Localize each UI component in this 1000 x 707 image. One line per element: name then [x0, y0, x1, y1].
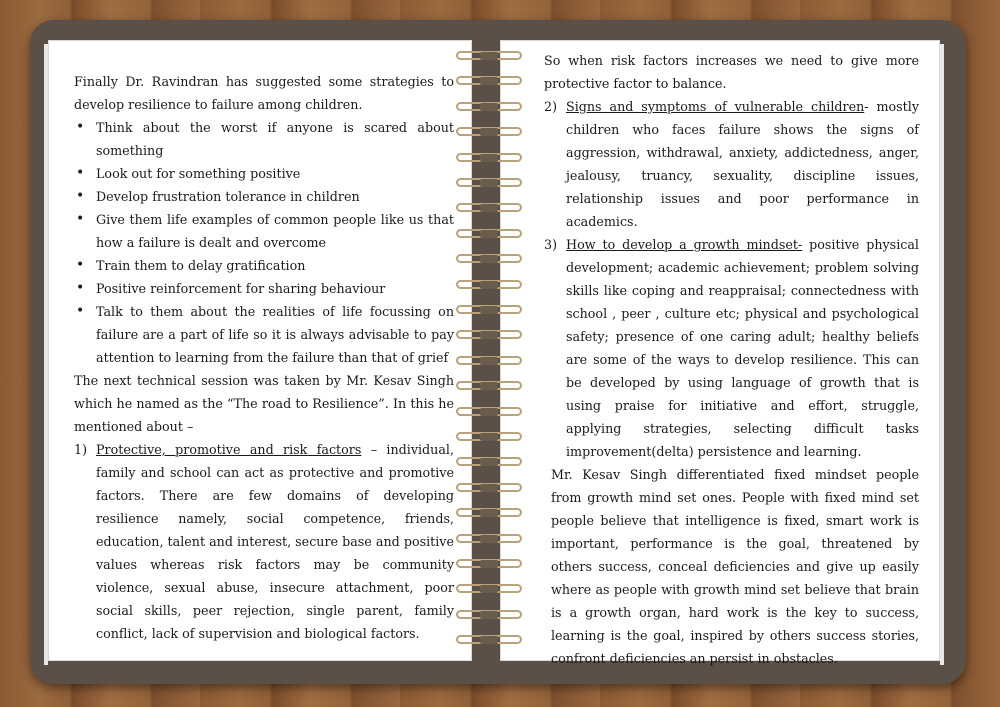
spiral-ring: [452, 505, 526, 521]
numbered-list-continued: [544, 95, 919, 463]
left-page: [48, 40, 472, 661]
list-item: • Talk to them about the realities of life focussing on failure are a part of life so it is always advisable to pay attention to learning from the failure than that of grief: [74, 300, 454, 369]
item-number: 2): [544, 99, 558, 114]
spiral-ring: [452, 353, 526, 369]
spiral-ring: [452, 404, 526, 420]
spiral-ring: [452, 226, 526, 242]
spiral-ring: [452, 124, 526, 140]
item-heading: Protective, promotive and risk factors: [96, 442, 362, 457]
list-item: • Develop frustration tolerance in children: [74, 185, 454, 208]
item-text: positive physical development; academic achievement; problem solving skills like coping and reappraisal; connectedness with school , peer , culture etc; physical and psychological safety; presence of one caring adult; healthy beliefs are some of the ways to develop resilience. This can be developed by using language of growth that is using praise for initiative and effort, struggle, applying strategies, selecting difficult tasks improvement(delta) persistence and learning.: [566, 237, 919, 459]
list-item-protective-factors: [74, 438, 454, 645]
item-heading: How to develop a growth mindset-: [566, 237, 803, 252]
spiral-ring: [452, 277, 526, 293]
spiral-ring: [452, 48, 526, 64]
list-item-growth-mindset: [544, 233, 919, 463]
item-text: – individual, family and school can act as protective and promotive factors. There are few domains of developing resilience namely, social competence, friends, education, talent and interest, secure base and positive values whereas risk factors may be community violence, sexual abuse, insecure attachment, poor social skills, peer rejection, single parent, family conflict, lack of supervision and biological factors.: [96, 442, 454, 641]
spiral-ring: [452, 200, 526, 216]
spiral-ring: [452, 480, 526, 496]
spiral-ring: [452, 378, 526, 394]
spiral-ring: [452, 302, 526, 318]
list-item-vulnerable-signs: [544, 95, 919, 233]
numbered-list: [74, 438, 454, 645]
spiral-ring: [452, 99, 526, 115]
spiral-ring: [452, 251, 526, 267]
spiral-ring: [452, 150, 526, 166]
list-item: • Train them to delay gratification: [74, 254, 454, 277]
session-paragraph: The next technical session was taken by Mr. Kesav Singh which he named as the “The road to Resilience”. In this he mentioned about –: [74, 373, 454, 434]
list-item: • Give them life examples of common people like us that how a failure is dealt and overcome: [74, 208, 454, 254]
spiral-ring: [452, 556, 526, 572]
spiral-ring: [452, 632, 526, 648]
right-page-text: [544, 49, 919, 670]
spiral-ring: [452, 454, 526, 470]
spiral-ring: [452, 429, 526, 445]
list-item: • Positive reinforcement for sharing behaviour: [74, 277, 454, 300]
list-item: • Think about the worst if anyone is scared about something: [74, 116, 454, 162]
spiral-binding: [452, 48, 526, 648]
item-number: 3): [544, 237, 558, 252]
top-paragraph: So when risk factors increases we need to give more protective factor to balance.: [544, 53, 919, 91]
strategies-list: [74, 116, 454, 369]
left-page-text: [74, 70, 454, 645]
spiral-ring: [452, 607, 526, 623]
item-heading: Signs and symptoms of vulnerable children: [566, 99, 865, 114]
spiral-ring: [452, 581, 526, 597]
intro-paragraph: Finally Dr. Ravindran has suggested some strategies to develop resilience to failure among children.: [74, 74, 454, 112]
spiral-ring: [452, 531, 526, 547]
spiral-ring: [452, 175, 526, 191]
item-number: 1): [74, 442, 88, 457]
list-item: • Look out for something positive: [74, 162, 454, 185]
item-text: - mostly children who faces failure shows the signs of aggression, withdrawal, anxiety, addictedness, anger, jealousy, truancy, sexuality, discipline issues, relationship issues and poor performance in academics.: [566, 99, 919, 229]
closing-paragraph: Mr. Kesav Singh differentiated fixed mindset people from growth mind set ones. People with fixed mind set people believe that intelligence is fixed, smart work is important, performance is the goal, threatened by others success, conceal deficiencies and give up easily where as people with growth mind set believe that brain is a growth organ, hard work is the key to success, learning is the goal, inspired by others success stories, confront deficiencies an persist in obstacles.: [551, 467, 919, 666]
spiral-ring: [452, 327, 526, 343]
spiral-ring: [452, 73, 526, 89]
right-page: [500, 40, 940, 666]
